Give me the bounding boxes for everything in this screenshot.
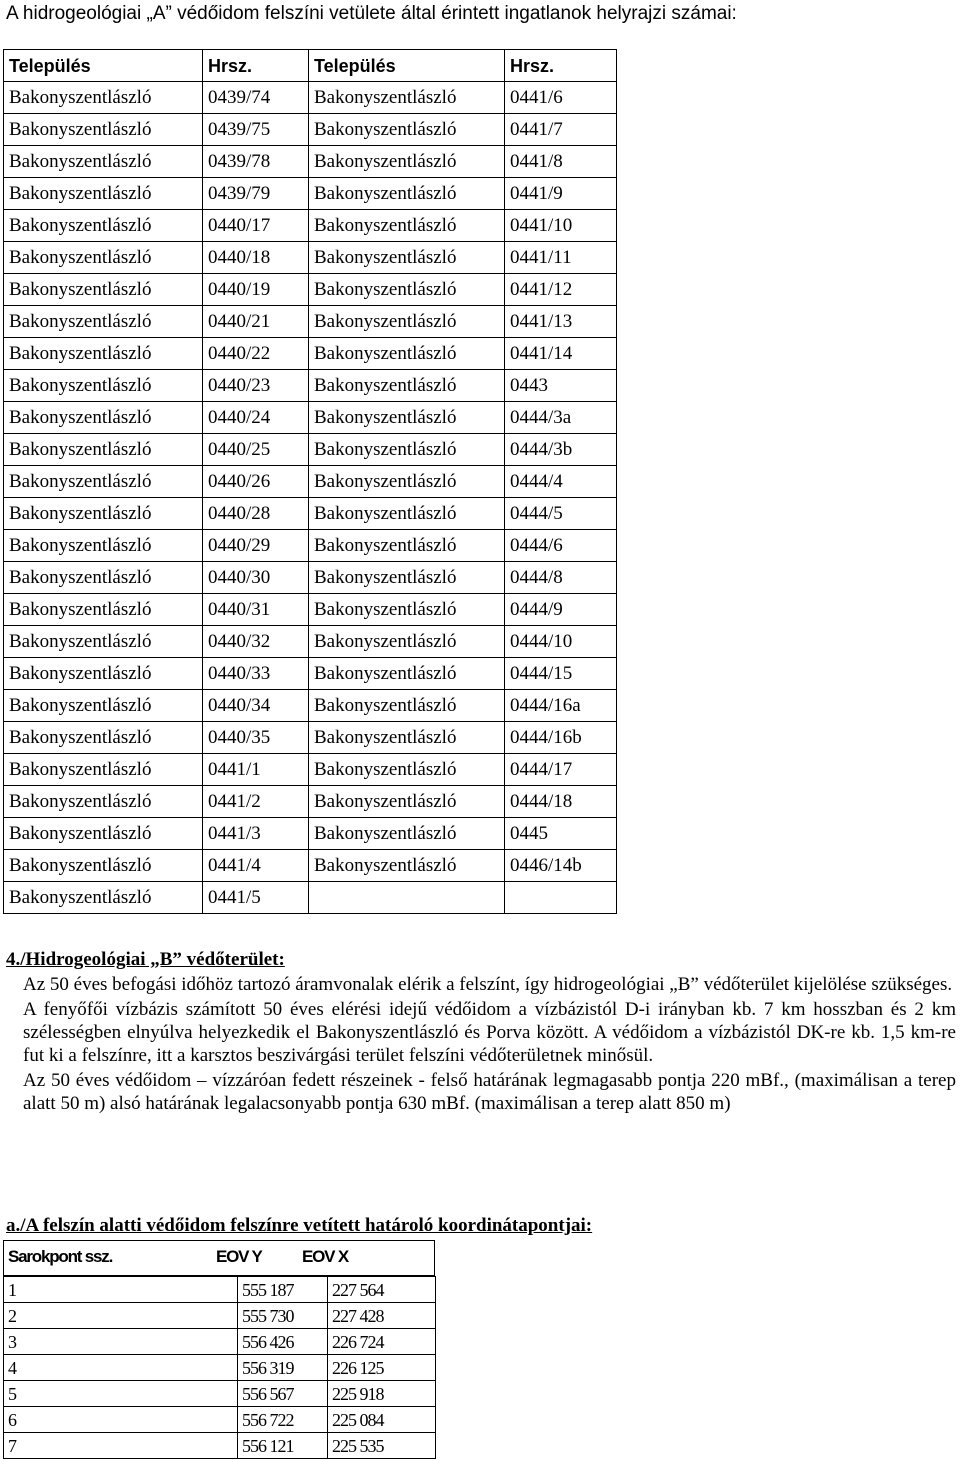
table-row: [4, 178, 617, 210]
table-cell: 0444/16a: [505, 690, 617, 722]
table-cell: Bakonyszentlászló: [309, 178, 505, 210]
table-cell: 0441/8: [505, 146, 617, 178]
table-row: [4, 754, 617, 786]
table-row: [4, 1355, 436, 1381]
table-row: [4, 210, 617, 242]
table-cell: Bakonyszentlászló: [309, 210, 505, 242]
table-cell: 0441/13: [505, 306, 617, 338]
header-cell: Sarokpont ssz.: [8, 1247, 113, 1266]
table-row: [4, 530, 617, 562]
table-cell: 225 918: [328, 1381, 436, 1407]
table-cell: Bakonyszentlászló: [4, 658, 203, 690]
table-row: [4, 1303, 436, 1329]
table-cell: Bakonyszentlászló: [309, 786, 505, 818]
table-cell: 0444/16b: [505, 722, 617, 754]
table-cell: 0444/5: [505, 498, 617, 530]
table-cell: 0444/18: [505, 786, 617, 818]
table-row: [4, 498, 617, 530]
table-row: [4, 146, 617, 178]
table-cell: 0440/23: [203, 370, 309, 402]
table-cell: Bakonyszentlászló: [309, 146, 505, 178]
table-cell: Bakonyszentlászló: [309, 562, 505, 594]
header-cell: EOV Y: [216, 1247, 262, 1266]
table-cell: 0440/35: [203, 722, 309, 754]
table-cell: 0444/10: [505, 626, 617, 658]
table-cell: Bakonyszentlászló: [309, 466, 505, 498]
table-cell: Bakonyszentlászló: [4, 594, 203, 626]
table-cell: Bakonyszentlászló: [4, 882, 203, 914]
table-row: [4, 1433, 436, 1459]
section-b-title: 4./Hidrogeológiai „B” védőterület:: [6, 949, 285, 970]
table-cell: 556 722: [238, 1407, 328, 1433]
table-cell: 0441/5: [203, 882, 309, 914]
table-cell: 0443: [505, 370, 617, 402]
page-heading: A hidrogeológiai „A” védőidom felszíni vetülete által érintett ingatlanok helyrajzi számai:: [6, 3, 737, 24]
parcel-table-header: [4, 50, 617, 82]
table-cell: 555 187: [238, 1277, 328, 1303]
table-cell: 0439/78: [203, 146, 309, 178]
table-row: [4, 562, 617, 594]
table-cell: Bakonyszentlászló: [4, 338, 203, 370]
table-cell: 0441/12: [505, 274, 617, 306]
table-cell: 0439/74: [203, 82, 309, 114]
table-cell: Bakonyszentlászló: [4, 242, 203, 274]
table-cell: Bakonyszentlászló: [4, 274, 203, 306]
table-cell: 556 567: [238, 1381, 328, 1407]
table-cell: 0444/8: [505, 562, 617, 594]
table-row: [4, 658, 617, 690]
table-cell: 0444/9: [505, 594, 617, 626]
table-cell: Bakonyszentlászló: [309, 434, 505, 466]
header-cell: Település: [4, 50, 203, 82]
table-cell: 0440/28: [203, 498, 309, 530]
table-row: [4, 114, 617, 146]
table-cell: [309, 882, 505, 914]
table-cell: 0445: [505, 818, 617, 850]
table-cell: Bakonyszentlászló: [309, 690, 505, 722]
subsection-a-title: a./A felszín alatti védőidom felszínre vetített határoló koordinátapontjai:: [6, 1215, 593, 1236]
table-row: [4, 370, 617, 402]
table-cell: 2: [4, 1303, 238, 1329]
table-cell: Bakonyszentlászló: [309, 818, 505, 850]
table-cell: 0440/18: [203, 242, 309, 274]
table-cell: Bakonyszentlászló: [4, 402, 203, 434]
table-cell: 0441/3: [203, 818, 309, 850]
coord-table: [3, 1276, 436, 1459]
table-cell: 5: [4, 1381, 238, 1407]
table-row: [4, 786, 617, 818]
table-cell: 0440/33: [203, 658, 309, 690]
paragraph: Az 50 éves befogási időhöz tartozó áramvonalak elérik a felszínt, így hidrogeológiai „B” védőterület kijelölése szükséges.: [23, 974, 953, 995]
table-row: [4, 626, 617, 658]
table-cell: Bakonyszentlászló: [309, 242, 505, 274]
table-row: [4, 690, 617, 722]
table-cell: Bakonyszentlászló: [4, 178, 203, 210]
table-cell: Bakonyszentlászló: [309, 850, 505, 882]
table-cell: Bakonyszentlászló: [4, 434, 203, 466]
section-b: [6, 949, 956, 1115]
table-cell: [505, 882, 617, 914]
table-cell: Bakonyszentlászló: [309, 498, 505, 530]
table-cell: 0440/31: [203, 594, 309, 626]
table-cell: Bakonyszentlászló: [309, 754, 505, 786]
coord-table-header: [3, 1240, 435, 1276]
table-cell: 0446/14b: [505, 850, 617, 882]
table-cell: 0441/6: [505, 82, 617, 114]
table-cell: Bakonyszentlászló: [4, 690, 203, 722]
table-row: [4, 434, 617, 466]
table-cell: 556 121: [238, 1433, 328, 1459]
table-cell: 0441/4: [203, 850, 309, 882]
header-cell: Hrsz.: [203, 50, 309, 82]
header-cell: EOV X: [302, 1247, 348, 1266]
table-cell: 0441/14: [505, 338, 617, 370]
table-cell: 0440/32: [203, 626, 309, 658]
table-cell: Bakonyszentlászló: [4, 114, 203, 146]
table-cell: 0441/10: [505, 210, 617, 242]
table-cell: 0444/6: [505, 530, 617, 562]
table-cell: 0440/29: [203, 530, 309, 562]
table-cell: 0441/11: [505, 242, 617, 274]
table-cell: 225 084: [328, 1407, 436, 1433]
table-cell: 556 319: [238, 1355, 328, 1381]
table-row: [4, 818, 617, 850]
table-cell: 3: [4, 1329, 238, 1355]
table-cell: 0440/30: [203, 562, 309, 594]
table-cell: Bakonyszentlászló: [309, 658, 505, 690]
table-row: [4, 1277, 436, 1303]
table-cell: 556 426: [238, 1329, 328, 1355]
table-cell: 7: [4, 1433, 238, 1459]
table-cell: Bakonyszentlászló: [4, 818, 203, 850]
parcel-table: [3, 49, 617, 914]
table-cell: 0440/17: [203, 210, 309, 242]
table-cell: 0441/9: [505, 178, 617, 210]
table-cell: Bakonyszentlászló: [309, 626, 505, 658]
table-row: [4, 306, 617, 338]
table-cell: 0440/22: [203, 338, 309, 370]
table-cell: 0444/15: [505, 658, 617, 690]
table-row: [4, 1407, 436, 1433]
table-cell: Bakonyszentlászló: [309, 82, 505, 114]
header-cell: Hrsz.: [505, 50, 617, 82]
table-cell: Bakonyszentlászló: [4, 306, 203, 338]
table-cell: 6: [4, 1407, 238, 1433]
table-row: [4, 338, 617, 370]
table-cell: 0444/3a: [505, 402, 617, 434]
table-row: [4, 1381, 436, 1407]
table-cell: Bakonyszentlászló: [309, 114, 505, 146]
table-cell: 4: [4, 1355, 238, 1381]
table-cell: Bakonyszentlászló: [4, 466, 203, 498]
table-cell: 0440/25: [203, 434, 309, 466]
table-cell: 0440/24: [203, 402, 309, 434]
table-cell: 225 535: [328, 1433, 436, 1459]
table-cell: 1: [4, 1277, 238, 1303]
table-row: [4, 1329, 436, 1355]
table-cell: 226 724: [328, 1329, 436, 1355]
table-row: [4, 242, 617, 274]
table-cell: Bakonyszentlászló: [4, 754, 203, 786]
table-cell: Bakonyszentlászló: [4, 370, 203, 402]
table-row: [4, 882, 617, 914]
table-row: [4, 850, 617, 882]
table-cell: Bakonyszentlászló: [4, 498, 203, 530]
table-cell: 555 730: [238, 1303, 328, 1329]
table-cell: 0441/7: [505, 114, 617, 146]
table-cell: 0440/19: [203, 274, 309, 306]
table-cell: Bakonyszentlászló: [309, 274, 505, 306]
table-cell: Bakonyszentlászló: [309, 338, 505, 370]
table-row: [4, 722, 617, 754]
table-cell: 0439/79: [203, 178, 309, 210]
table-cell: 227 564: [328, 1277, 436, 1303]
table-row: [4, 274, 617, 306]
header-cell: Település: [309, 50, 505, 82]
table-row: [4, 594, 617, 626]
table-cell: 0439/75: [203, 114, 309, 146]
table-cell: Bakonyszentlászló: [4, 722, 203, 754]
table-cell: Bakonyszentlászló: [4, 786, 203, 818]
table-cell: Bakonyszentlászló: [4, 562, 203, 594]
table-cell: 0441/2: [203, 786, 309, 818]
paragraph: Az 50 éves védőidom – vízzáróan fedett részeinek - felső határának legmagasabb pontja 220 mBf., (maximálisan a terep alatt 50 m) alsó határának legalacsonyabb pontja 630 mBf. (maximálisan a terep alatt 850 m): [23, 1070, 956, 1114]
table-row: [4, 82, 617, 114]
table-cell: Bakonyszentlászló: [4, 82, 203, 114]
table-cell: 0444/3b: [505, 434, 617, 466]
table-cell: 0444/17: [505, 754, 617, 786]
table-cell: Bakonyszentlászló: [4, 626, 203, 658]
table-cell: Bakonyszentlászló: [4, 146, 203, 178]
table-cell: Bakonyszentlászló: [4, 210, 203, 242]
table-row: [4, 402, 617, 434]
table-cell: 227 428: [328, 1303, 436, 1329]
table-cell: 0444/4: [505, 466, 617, 498]
table-cell: Bakonyszentlászló: [309, 722, 505, 754]
table-cell: Bakonyszentlászló: [309, 594, 505, 626]
table-row: [4, 466, 617, 498]
table-cell: 0440/26: [203, 466, 309, 498]
table-cell: 0440/21: [203, 306, 309, 338]
table-cell: Bakonyszentlászló: [309, 306, 505, 338]
table-cell: Bakonyszentlászló: [4, 850, 203, 882]
table-cell: Bakonyszentlászló: [309, 370, 505, 402]
table-cell: 226 125: [328, 1355, 436, 1381]
table-cell: Bakonyszentlászló: [4, 530, 203, 562]
table-cell: Bakonyszentlászló: [309, 530, 505, 562]
table-cell: 0440/34: [203, 690, 309, 722]
paragraph: A fenyőfői vízbázis számított 50 éves elérési idejű védőidom a vízbázistól D-i irányban kb. 7 km hosszban és 2 km szélességben elnyúlva helyezkedik el Bakonyszentlászló és Porva között. A védőidom a vízbázistól DK-re kb. 1,5 km-re fut ki a felszínre, itt a karsztos beszivárgási terület felszíni védőterületnek minősül.: [23, 999, 956, 1066]
table-cell: 0441/1: [203, 754, 309, 786]
table-cell: Bakonyszentlászló: [309, 402, 505, 434]
